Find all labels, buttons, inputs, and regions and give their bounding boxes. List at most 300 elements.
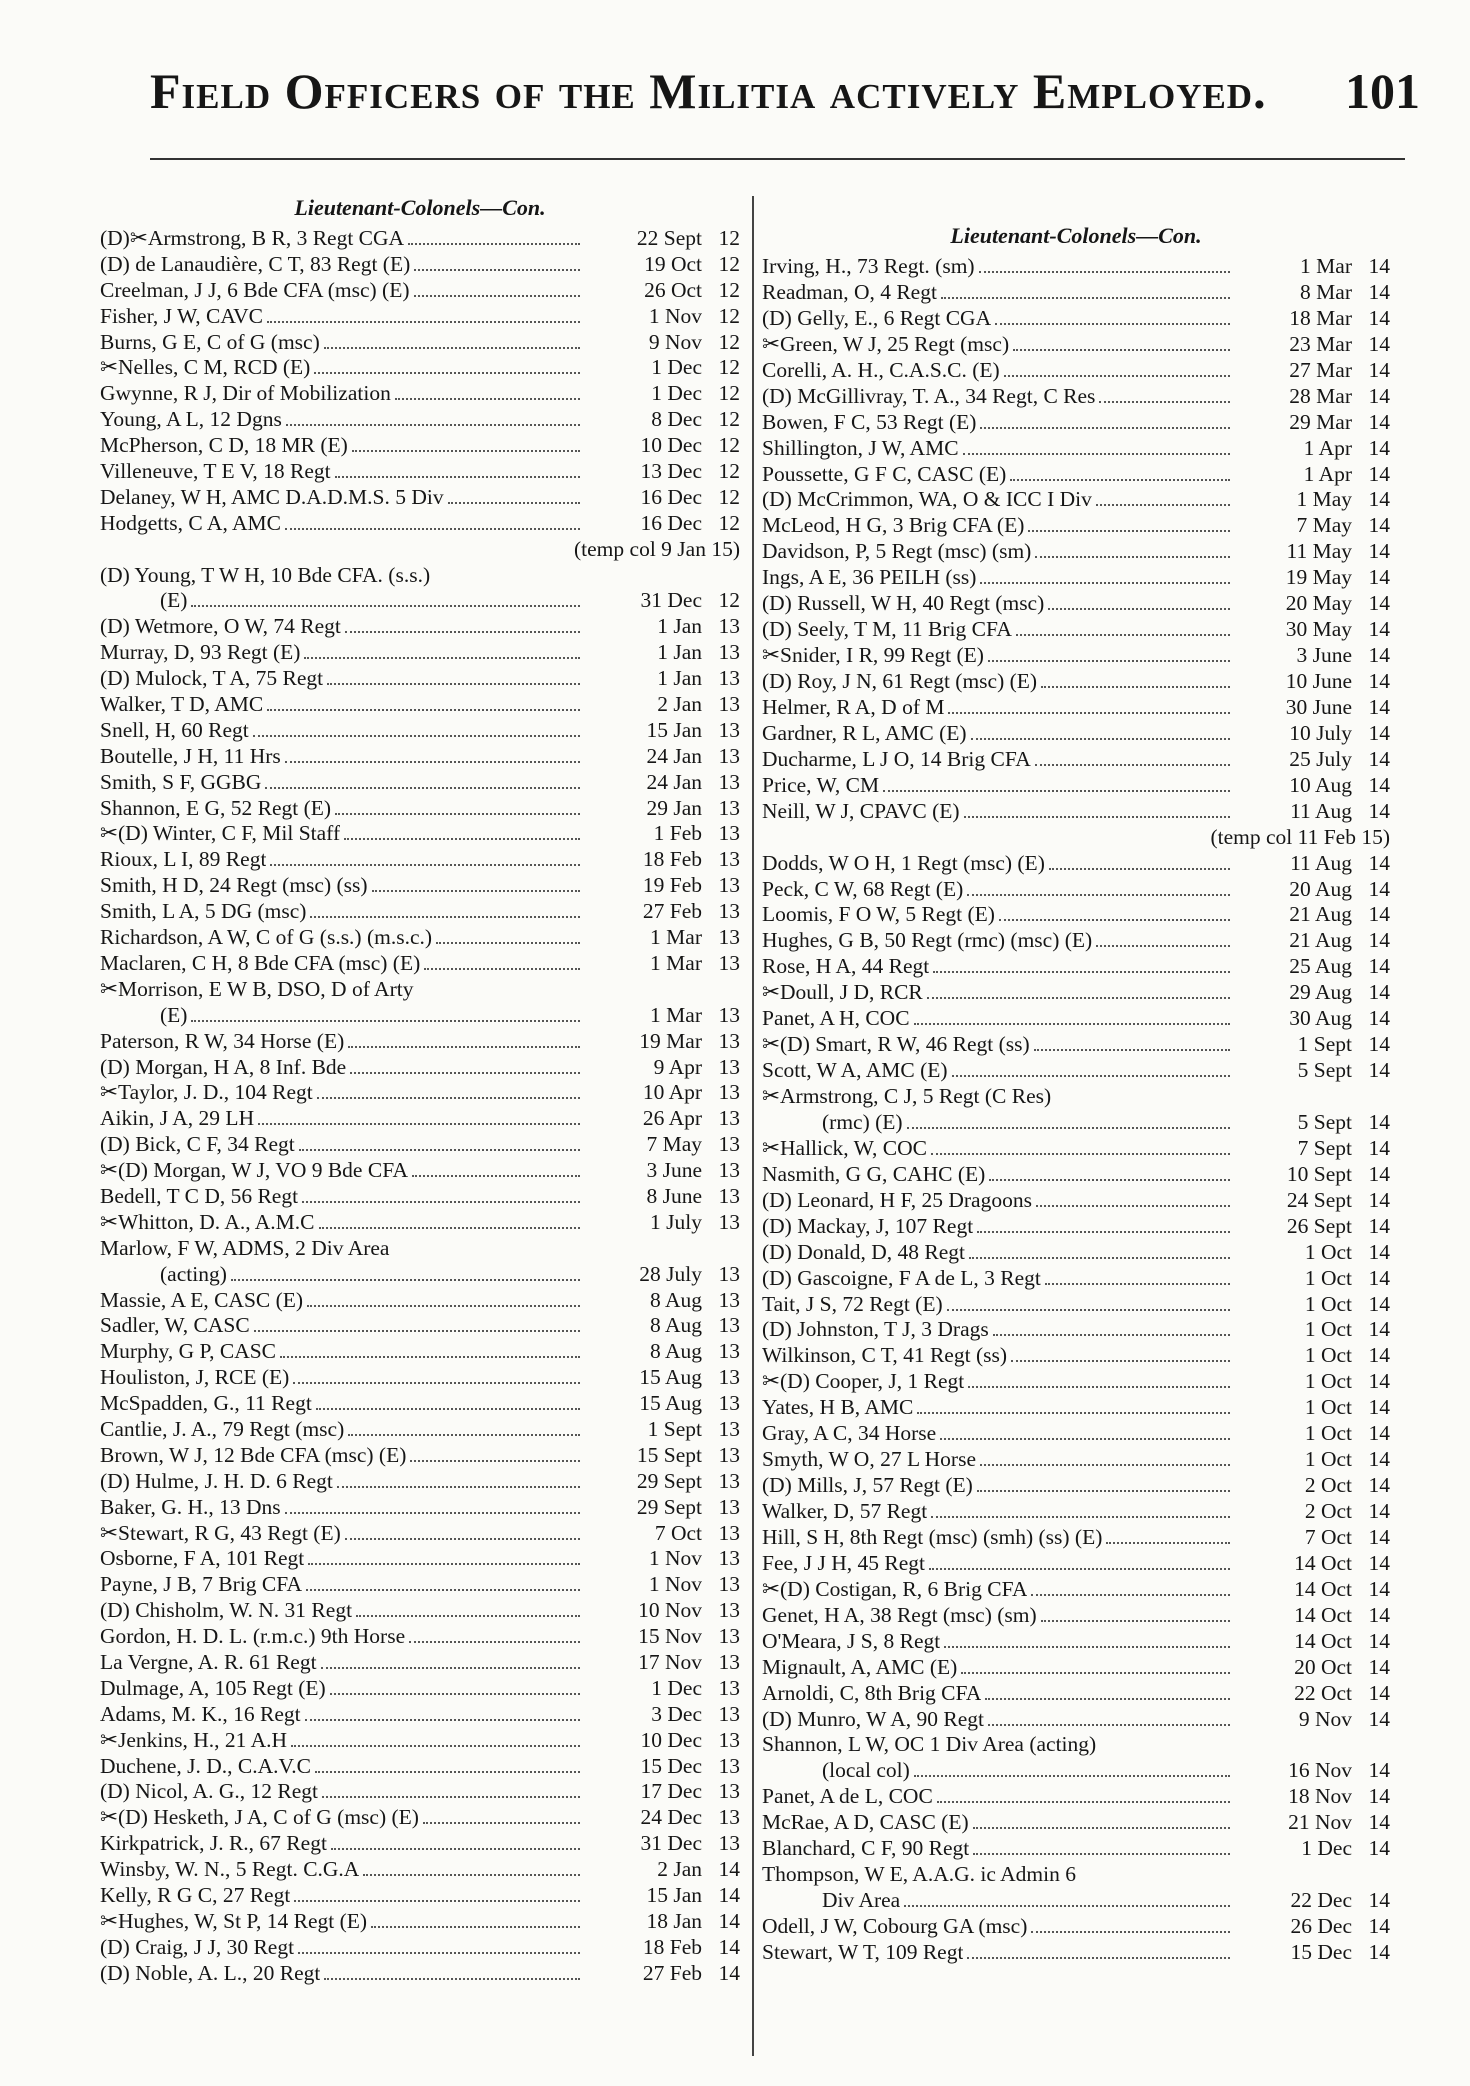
officer-name: Mignault, A, AMC (E) xyxy=(762,1654,958,1679)
appointment-year: 13 xyxy=(718,1054,740,1079)
leader-dots xyxy=(335,475,580,478)
appointment-year: 13 xyxy=(718,1598,740,1623)
officer-entry xyxy=(100,1961,740,1987)
leader-dots xyxy=(1031,1593,1230,1596)
officer-name: Osborne, F A, 101 Regt xyxy=(100,1546,305,1571)
leader-dots xyxy=(1041,1619,1230,1622)
leader-dots xyxy=(298,1951,580,1954)
appointment-date: 1 Oct xyxy=(1304,1291,1352,1316)
appointment-date: 1 Mar xyxy=(650,1002,702,1027)
appointment-year: 14 xyxy=(1368,1058,1390,1083)
officer-name: (D) Hulme, J. H. D. 6 Regt xyxy=(100,1468,333,1493)
appointment-year: 13 xyxy=(718,614,740,639)
appointment-date: 1 Mar xyxy=(1300,254,1352,278)
officer-entry xyxy=(100,1132,740,1158)
appointment-year: 13 xyxy=(718,1779,740,1804)
appointment-date: 31 Dec xyxy=(640,588,702,613)
leader-dots xyxy=(293,1381,580,1384)
officer-name: Payne, J B, 7 Brig CFA xyxy=(100,1572,303,1597)
officer-name: Houliston, J, RCE (E) xyxy=(100,1365,290,1390)
officer-name: (D) Seely, T M, 11 Brig CFA xyxy=(762,617,1012,642)
appointment-date: 1 Sept xyxy=(1297,1032,1352,1057)
leader-dots xyxy=(254,1329,580,1332)
officer-entry xyxy=(100,1339,740,1365)
leader-dots xyxy=(929,1567,1230,1570)
officer-name: Cantlie, J. A., 79 Regt (msc) xyxy=(100,1416,345,1441)
officer-entry xyxy=(100,1106,740,1132)
entry-text: (temp col 9 Jan 15) xyxy=(574,536,740,561)
appointment-date: 18 Jan xyxy=(646,1908,702,1933)
leader-dots xyxy=(317,1096,580,1099)
leader-dots xyxy=(1031,1930,1230,1933)
officer-name: Hodgetts, C A, AMC xyxy=(100,510,281,535)
appointment-year: 14 xyxy=(718,1908,740,1933)
appointment-date: 20 Aug xyxy=(1289,876,1352,901)
officer-entry xyxy=(762,669,1390,695)
leader-dots xyxy=(980,581,1230,584)
officer-name: ✂Whitton, D. A., A.M.C xyxy=(100,1209,315,1234)
appointment-date: 10 Aug xyxy=(1289,772,1352,797)
leader-dots xyxy=(985,1697,1230,1700)
appointment-date: 27 Feb xyxy=(642,899,702,924)
appointment-year: 14 xyxy=(1368,487,1390,512)
appointment-year: 13 xyxy=(718,1520,740,1545)
appointment-year: 14 xyxy=(1368,254,1390,278)
leader-dots xyxy=(999,918,1230,921)
appointment-date: 7 May xyxy=(646,1132,702,1157)
appointment-year: 12 xyxy=(718,277,740,302)
officer-name: Sadler, W, CASC xyxy=(100,1313,250,1338)
appointment-date: 18 Feb xyxy=(642,847,702,872)
appointment-year: 13 xyxy=(718,847,740,872)
appointment-year: 14 xyxy=(1368,1032,1390,1057)
officer-name: (D) Mills, J, 57 Regt (E) xyxy=(762,1473,973,1498)
appointment-date: 5 Sept xyxy=(1297,1058,1352,1083)
appointment-year: 14 xyxy=(1368,305,1390,330)
officer-entry xyxy=(762,1032,1390,1058)
officer-entry xyxy=(762,1810,1390,1836)
appointment-date: 29 Sept xyxy=(636,1494,702,1519)
entry-line xyxy=(100,537,740,563)
appointment-year: 13 xyxy=(718,640,740,665)
appointment-year: 12 xyxy=(718,329,740,354)
officer-name: Winsby, W. N., 5 Regt. C.G.A xyxy=(100,1857,360,1882)
officer-entry xyxy=(100,252,740,278)
leader-dots xyxy=(253,734,580,737)
leader-dots xyxy=(1099,400,1230,403)
appointment-date: 8 Aug xyxy=(650,1339,702,1364)
appointment-date: 22 Dec xyxy=(1290,1888,1352,1913)
appointment-year: 14 xyxy=(1368,279,1390,304)
appointment-date: 18 Mar xyxy=(1289,305,1352,330)
officer-entry xyxy=(762,1266,1390,1292)
leader-dots xyxy=(324,1977,580,1980)
officer-name: (rmc) (E) xyxy=(822,1109,903,1134)
officer-name: Young, A L, 12 Dgns xyxy=(100,407,282,432)
officer-entry xyxy=(100,355,740,381)
appointment-year: 13 xyxy=(718,1442,740,1467)
appointment-year: 14 xyxy=(1368,1447,1390,1472)
entry-line xyxy=(100,977,740,1003)
officer-name: ✂(D) Winter, C F, Mil Staff xyxy=(100,821,341,846)
officer-entry xyxy=(762,877,1390,903)
officer-entry xyxy=(100,1676,740,1702)
officer-name: Bowen, F C, 53 Regt (E) xyxy=(762,409,977,434)
appointment-year: 13 xyxy=(718,1339,740,1364)
officer-entry xyxy=(100,433,740,459)
officer-name: McSpadden, G., 11 Regt xyxy=(100,1391,312,1416)
appointment-year: 13 xyxy=(718,795,740,820)
appointment-year: 13 xyxy=(718,1209,740,1234)
leader-dots xyxy=(258,1122,580,1125)
leader-dots xyxy=(969,1256,1230,1259)
officer-name: ✂Jenkins, H., 21 A.H xyxy=(100,1727,288,1752)
leader-dots xyxy=(436,941,580,944)
officer-name: (D) Craig, J J, 30 Regt xyxy=(100,1934,295,1959)
right-column xyxy=(762,190,1390,1966)
column-subheading: Lieutenant-Colonels—Con. xyxy=(950,223,1202,248)
entry-text: (D) Young, T W H, 10 Bde CFA. (s.s.) xyxy=(100,562,431,587)
officer-entry xyxy=(762,902,1390,928)
leader-dots xyxy=(448,501,580,504)
leader-dots xyxy=(948,711,1230,714)
leader-dots xyxy=(964,815,1230,818)
officer-entry xyxy=(762,1421,1390,1447)
officer-entry xyxy=(100,278,740,304)
appointment-date: 26 Sept xyxy=(1286,1213,1352,1238)
appointment-year: 12 xyxy=(718,510,740,535)
appointment-year: 14 xyxy=(1368,1213,1390,1238)
officer-name: Brown, W J, 12 Bde CFA (msc) (E) xyxy=(100,1442,407,1467)
leader-dots xyxy=(363,1873,580,1876)
appointment-date: 24 Jan xyxy=(646,743,702,768)
officer-entry xyxy=(100,1080,740,1106)
officer-entry xyxy=(100,744,740,770)
officer-name: ✂(D) Cooper, J, 1 Regt xyxy=(762,1369,965,1394)
officer-name: ✂Snider, I R, 99 Regt (E) xyxy=(762,643,984,668)
leader-dots xyxy=(324,346,580,349)
officer-entry xyxy=(762,358,1390,384)
appointment-date: 1 Oct xyxy=(1304,1265,1352,1290)
appointment-date: 20 May xyxy=(1285,591,1352,616)
appointment-year: 12 xyxy=(718,251,740,276)
appointment-year: 13 xyxy=(718,666,740,691)
appointment-year: 13 xyxy=(718,925,740,950)
appointment-year: 14 xyxy=(718,1934,740,1959)
appointment-date: 22 Oct xyxy=(1294,1680,1352,1705)
leader-dots xyxy=(917,1411,1230,1414)
leader-dots xyxy=(1106,1541,1230,1544)
leader-dots xyxy=(1004,374,1230,377)
leader-dots xyxy=(423,1821,580,1824)
leader-dots xyxy=(1096,503,1230,506)
appointment-year: 13 xyxy=(718,1649,740,1674)
officer-entry xyxy=(100,718,740,744)
officer-name: ✂Taylor, J. D., 104 Regt xyxy=(100,1080,313,1105)
appointment-date: 24 Jan xyxy=(646,769,702,794)
appointment-date: 7 Sept xyxy=(1297,1135,1352,1160)
officer-entry xyxy=(100,951,740,977)
officer-entry xyxy=(100,1210,740,1236)
leader-dots xyxy=(914,1022,1230,1025)
officer-entry xyxy=(762,1369,1390,1395)
officer-name: Shillington, J W, AMC xyxy=(762,435,959,460)
appointment-year: 14 xyxy=(1368,565,1390,590)
officer-name: Hill, S H, 8th Regt (msc) (smh) (ss) (E) xyxy=(762,1524,1103,1549)
leader-dots xyxy=(231,1278,580,1281)
officer-entry xyxy=(762,539,1390,565)
officer-entry xyxy=(762,1395,1390,1421)
leader-dots xyxy=(941,296,1230,299)
appointment-year: 14 xyxy=(718,1960,740,1985)
officer-entry xyxy=(100,485,740,511)
officer-name: Scott, W A, AMC (E) xyxy=(762,1058,948,1083)
officer-name: (D) Russell, W H, 40 Regt (msc) xyxy=(762,591,1045,616)
appointment-date: 29 Jan xyxy=(646,795,702,820)
appointment-year: 14 xyxy=(1368,617,1390,642)
officer-entry xyxy=(762,1317,1390,1343)
leader-dots xyxy=(968,1385,1230,1388)
officer-entry xyxy=(762,747,1390,773)
appointment-date: 26 Dec xyxy=(1290,1914,1352,1938)
appointment-date: 1 Mar xyxy=(650,925,702,950)
officer-entry xyxy=(100,1158,740,1184)
appointment-year: 14 xyxy=(1368,772,1390,797)
appointment-date: 18 Nov xyxy=(1288,1784,1352,1809)
officer-entry xyxy=(100,511,740,537)
leader-dots xyxy=(412,1174,580,1177)
appointment-year: 14 xyxy=(1368,1006,1390,1031)
officer-name: Gray, A C, 34 Horse xyxy=(762,1421,937,1446)
leader-dots xyxy=(1035,763,1230,766)
leader-dots xyxy=(883,789,1230,792)
column-subheading: Lieutenant-Colonels—Con. xyxy=(294,195,546,220)
appointment-date: 28 Mar xyxy=(1289,383,1352,408)
officer-entry xyxy=(762,1681,1390,1707)
leader-dots xyxy=(350,1071,580,1074)
appointment-year: 14 xyxy=(1368,1135,1390,1160)
appointment-year: 14 xyxy=(1368,409,1390,434)
officer-name: Aikin, J A, 29 LH xyxy=(100,1106,255,1131)
appointment-date: 25 July xyxy=(1289,746,1352,771)
leader-dots xyxy=(345,1537,580,1540)
officer-entry xyxy=(762,695,1390,721)
leader-dots xyxy=(1034,1048,1230,1051)
leader-dots xyxy=(1035,555,1230,558)
officer-entry xyxy=(100,1598,740,1624)
appointment-date: 10 June xyxy=(1285,669,1352,693)
column-divider xyxy=(752,196,754,2056)
officer-entry xyxy=(100,821,740,847)
officer-name: La Vergne, A. R. 61 Regt xyxy=(100,1649,317,1674)
appointment-year: 14 xyxy=(1368,954,1390,979)
officer-name: Villeneuve, T E V, 18 Regt xyxy=(100,459,331,484)
appointment-year: 14 xyxy=(1368,876,1390,901)
appointment-year: 13 xyxy=(718,1753,740,1778)
appointment-date: 11 Aug xyxy=(1290,798,1352,823)
officer-entry xyxy=(762,1784,1390,1810)
appointment-year: 14 xyxy=(1368,1499,1390,1523)
appointment-date: 1 Oct xyxy=(1304,1395,1352,1420)
officer-entry xyxy=(100,1443,740,1469)
officer-entry xyxy=(762,1292,1390,1318)
appointment-date: 17 Dec xyxy=(640,1779,702,1804)
appointment-year: 14 xyxy=(1368,1421,1390,1446)
officer-entry xyxy=(100,1831,740,1857)
officer-name: (D) Wetmore, O W, 74 Regt xyxy=(100,614,341,639)
officer-name: (E) xyxy=(160,1002,188,1027)
officer-name: Gordon, H. D. L. (r.m.c.) 9th Horse xyxy=(100,1624,406,1649)
leader-dots xyxy=(335,812,580,815)
entry-line xyxy=(762,1862,1390,1888)
left-column xyxy=(100,190,740,1987)
appointment-year: 13 xyxy=(718,1391,740,1416)
officer-name: Corelli, A. H., C.A.S.C. (E) xyxy=(762,357,1000,382)
appointment-year: 14 xyxy=(1368,1888,1390,1913)
officer-entry xyxy=(100,1391,740,1417)
officer-name: Bedell, T C D, 56 Regt xyxy=(100,1183,299,1208)
officer-name: Wilkinson, C T, 41 Regt (ss) xyxy=(762,1343,1007,1368)
officer-name: Yates, H B, AMC xyxy=(762,1395,914,1420)
officer-name: Richardson, A W, C of G (s.s.) (m.s.c.) xyxy=(100,925,433,950)
appointment-year: 13 xyxy=(718,717,740,742)
leader-dots xyxy=(940,1437,1230,1440)
appointment-year: 12 xyxy=(718,459,740,484)
officer-name: McPherson, C D, 18 MR (E) xyxy=(100,433,348,458)
appointment-date: 11 Aug xyxy=(1290,850,1352,875)
entry-line xyxy=(762,825,1390,851)
appointment-year: 13 xyxy=(718,769,740,794)
appointment-year: 14 xyxy=(1368,1161,1390,1186)
officer-name: Panet, A de L, COC xyxy=(762,1784,933,1809)
leader-dots xyxy=(265,786,580,789)
officer-name: Stewart, W T, 109 Regt xyxy=(762,1939,964,1964)
leader-dots xyxy=(961,1671,1230,1674)
officer-name: Snell, H, 60 Regt xyxy=(100,717,249,742)
appointment-year: 14 xyxy=(1368,798,1390,823)
appointment-date: 26 Oct xyxy=(644,277,702,302)
appointment-year: 12 xyxy=(718,381,740,406)
leader-dots xyxy=(977,1230,1230,1233)
officer-name: Boutelle, J H, 11 Hrs xyxy=(100,743,281,768)
appointment-year: 14 xyxy=(1368,1550,1390,1575)
officer-name: (D) Mackay, J, 107 Regt xyxy=(762,1213,974,1238)
officer-name: Paterson, R W, 34 Horse (E) xyxy=(100,1028,345,1053)
appointment-year: 12 xyxy=(718,433,740,458)
leader-dots xyxy=(395,397,580,400)
officer-entry xyxy=(762,799,1390,825)
officer-entry xyxy=(762,1603,1390,1629)
leader-dots xyxy=(299,1148,580,1151)
appointment-year: 13 xyxy=(718,1701,740,1726)
officer-name: Kirkpatrick, J. R., 67 Regt xyxy=(100,1831,327,1856)
officer-entry xyxy=(762,1006,1390,1032)
officer-name: (D) Morgan, H A, 8 Inf. Bde xyxy=(100,1054,347,1079)
appointment-date: 15 Nov xyxy=(638,1624,702,1649)
appointment-year: 14 xyxy=(1368,1680,1390,1705)
officer-name: (acting) xyxy=(160,1261,227,1286)
officer-entry xyxy=(100,381,740,407)
officer-entry xyxy=(762,410,1390,436)
officer-entry xyxy=(762,980,1390,1006)
officer-name: ✂(D) Smart, R W, 46 Regt (ss) xyxy=(762,1032,1030,1057)
leader-dots xyxy=(1011,1359,1230,1362)
appointment-date: 14 Oct xyxy=(1294,1576,1352,1601)
appointment-year: 14 xyxy=(1368,1265,1390,1290)
appointment-year: 14 xyxy=(1368,1706,1390,1731)
appointment-date: 27 Feb xyxy=(642,1960,702,1985)
officer-entry xyxy=(762,1629,1390,1655)
entry-text: Marlow, F W, ADMS, 2 Div Area xyxy=(100,1235,390,1260)
appointment-year: 14 xyxy=(1368,850,1390,875)
leader-dots xyxy=(927,996,1230,999)
officer-entry xyxy=(762,1058,1390,1084)
officer-entry xyxy=(762,487,1390,513)
leader-dots xyxy=(424,967,580,970)
officer-name: Fee, J J H, 45 Regt xyxy=(762,1550,926,1575)
appointment-date: 14 Oct xyxy=(1294,1550,1352,1575)
appointment-date: 3 Dec xyxy=(651,1701,702,1726)
leader-dots xyxy=(931,1515,1230,1518)
leader-dots xyxy=(321,1666,580,1669)
leader-dots xyxy=(327,682,580,685)
appointment-year: 14 xyxy=(1368,746,1390,771)
officer-name: ✂Doull, J D, RCR xyxy=(762,980,923,1005)
leader-dots xyxy=(952,1074,1230,1077)
leader-dots xyxy=(302,1200,580,1203)
appointment-date: 27 Mar xyxy=(1289,357,1352,382)
officer-name: (D) Donald, D, 48 Regt xyxy=(762,1239,966,1264)
officer-entry xyxy=(100,1288,740,1314)
entry-text: ✂Morrison, E W B, DSO, D of Arty xyxy=(100,976,414,1001)
appointment-year: 14 xyxy=(1368,1187,1390,1212)
appointment-year: 14 xyxy=(1368,1602,1390,1627)
entry-text: Shannon, L W, OC 1 Div Area (acting) xyxy=(762,1732,1097,1757)
officer-entry xyxy=(100,1935,740,1961)
leader-dots xyxy=(947,1308,1230,1311)
leader-dots xyxy=(914,1774,1230,1777)
appointment-date: 1 Oct xyxy=(1304,1343,1352,1368)
officer-entry xyxy=(762,513,1390,539)
leader-dots xyxy=(267,320,580,323)
leader-dots xyxy=(372,889,580,892)
appointment-date: 17 Nov xyxy=(638,1649,702,1674)
officer-entry xyxy=(762,332,1390,358)
leader-dots xyxy=(286,423,580,426)
leader-dots xyxy=(306,1588,580,1591)
officer-name: Murray, D, 93 Regt (E) xyxy=(100,640,301,665)
appointment-date: 9 Nov xyxy=(648,329,702,354)
appointment-date: 15 Jan xyxy=(646,717,702,742)
officer-name: Poussette, G F C, CASC (E) xyxy=(762,461,1007,486)
appointment-year: 13 xyxy=(718,899,740,924)
officer-entry xyxy=(762,1888,1390,1914)
officer-entry xyxy=(100,330,740,356)
appointment-year: 13 xyxy=(718,1624,740,1649)
appointment-date: 30 May xyxy=(1285,617,1352,642)
appointment-date: 15 Dec xyxy=(1290,1939,1352,1964)
appointment-date: 9 Nov xyxy=(1298,1706,1352,1731)
appointment-year: 14 xyxy=(1368,461,1390,486)
appointment-date: 22 Sept xyxy=(636,226,702,250)
officer-name: (D) Nicol, A. G., 12 Regt xyxy=(100,1779,318,1804)
officer-name: Smith, H D, 24 Regt (msc) (ss) xyxy=(100,873,368,898)
officer-entry xyxy=(100,1702,740,1728)
officer-entry xyxy=(762,851,1390,877)
leader-dots xyxy=(409,1640,580,1643)
appointment-date: 1 Oct xyxy=(1304,1317,1352,1342)
officer-entry xyxy=(100,1469,740,1495)
